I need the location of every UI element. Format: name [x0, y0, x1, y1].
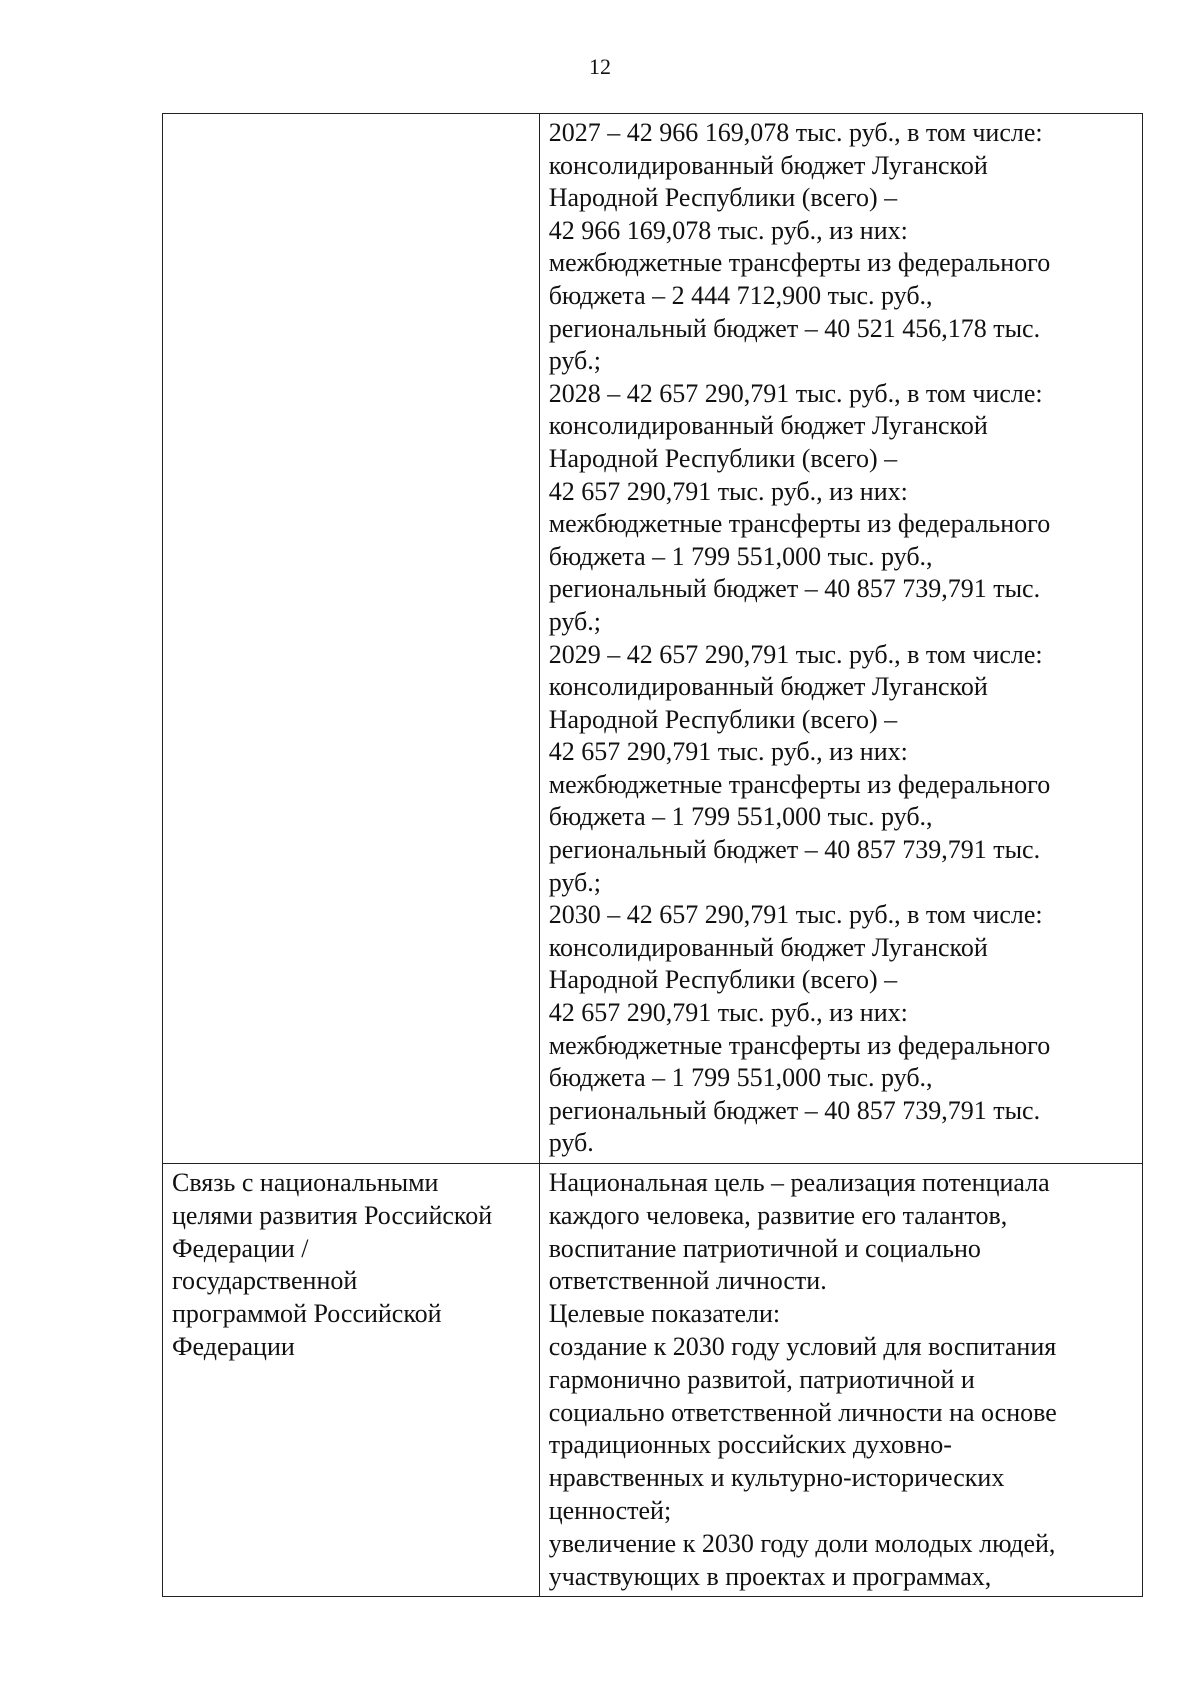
cell-line: консолидированный бюджет Луганской — [548, 411, 988, 441]
page-number: 12 — [589, 54, 611, 79]
cell-line: увеличение к 2030 году доли молодых людей, — [548, 1528, 1056, 1558]
cell-line: консолидированный бюджет Луганской — [548, 672, 988, 702]
cell-line: 2030 – 42 657 290,791 тыс. руб., в том числе: — [548, 900, 1043, 930]
table-cell-national-goals-details — [539, 1164, 1142, 1597]
program-passport-table — [162, 113, 1143, 1597]
cell-line: региональный бюджет – 40 857 739,791 тыс. — [548, 574, 1041, 604]
cell-line: нравственных и культурно-исторических — [548, 1463, 1005, 1493]
cell-line: консолидированный бюджет Луганской — [548, 150, 988, 180]
cell-line: гармонично развитой, патриотичной и — [548, 1364, 975, 1394]
cell-line: каждого человека, развитие его талантов, — [548, 1200, 1008, 1230]
cell-line: Народной Республики (всего) – — [548, 704, 898, 734]
cell-line: 2027 – 42 966 169,078 тыс. руб., в том числе: — [548, 118, 1043, 147]
cell-line: бюджета – 1 799 551,000 тыс. руб., — [548, 541, 933, 571]
cell-line: воспитание патриотичной и социально — [548, 1233, 981, 1263]
cell-line: бюджета – 1 799 551,000 тыс. руб., — [548, 1063, 933, 1093]
cell-line: государственной — [172, 1266, 358, 1296]
cell-line: Народной Республики (всего) – — [548, 965, 898, 995]
cell-line: межбюджетные трансферты из федерального — [548, 769, 1051, 799]
cell-line: бюджета – 1 799 551,000 тыс. руб., — [548, 802, 933, 832]
table-row-funding — [163, 114, 1143, 1164]
cell-line: 42 657 290,791 тыс. руб., из них: — [548, 737, 908, 767]
table-cell-label-national-goals — [163, 1164, 540, 1597]
cell-line: ответственной личности. — [548, 1266, 827, 1296]
cell-line: Целевые показатели: — [548, 1299, 781, 1329]
cell-line: Федерации — [172, 1331, 295, 1361]
table-cell-funding-details — [539, 114, 1142, 1164]
cell-line: традиционных российских духовно- — [548, 1430, 952, 1460]
cell-line: целями развития Российской — [172, 1200, 493, 1230]
cell-line: социально ответственной личности на основе — [548, 1397, 1057, 1427]
table-row-national-goals — [163, 1164, 1143, 1597]
cell-line: межбюджетные трансферты из федерального — [548, 248, 1051, 278]
cell-line: Связь с национальными — [172, 1168, 439, 1197]
cell-line: создание к 2030 году условий для воспитания — [548, 1331, 1057, 1361]
cell-line: 42 657 290,791 тыс. руб., из них: — [548, 476, 908, 506]
cell-line: руб.; — [548, 867, 601, 897]
cell-line: 2029 – 42 657 290,791 тыс. руб., в том числе: — [548, 639, 1043, 669]
cell-line: региональный бюджет – 40 857 739,791 тыс. — [548, 1095, 1041, 1125]
cell-line: межбюджетные трансферты из федерального — [548, 1030, 1051, 1060]
cell-line: Народной Республики (всего) – — [548, 443, 898, 473]
cell-line: участвующих в проектах и программах, — [548, 1561, 992, 1591]
table-cell-label-empty — [163, 114, 540, 1164]
cell-line: руб.; — [548, 606, 601, 636]
cell-line: руб. — [548, 1128, 594, 1158]
cell-line: региональный бюджет – 40 857 739,791 тыс. — [548, 835, 1041, 865]
cell-line: руб.; — [548, 346, 601, 376]
cell-line: консолидированный бюджет Луганской — [548, 932, 988, 962]
cell-text — [172, 1167, 533, 1364]
cell-line: Национальная цель – реализация потенциала — [548, 1168, 1050, 1197]
cell-line: региональный бюджет – 40 521 456,178 тыс. — [548, 313, 1041, 343]
cell-line: 42 966 169,078 тыс. руб., из них: — [548, 215, 908, 245]
cell-line: Народной Республики (всего) – — [548, 183, 898, 213]
cell-line: Федерации / — [172, 1233, 309, 1263]
cell-line: бюджета – 2 444 712,900 тыс. руб., — [548, 280, 933, 310]
cell-text — [549, 117, 1136, 1160]
cell-text — [549, 1167, 1136, 1593]
cell-line: программой Российской — [172, 1299, 442, 1329]
cell-line: 42 657 290,791 тыс. руб., из них: — [548, 998, 908, 1028]
cell-line: межбюджетные трансферты из федерального — [548, 509, 1051, 539]
cell-line: 2028 – 42 657 290,791 тыс. руб., в том числе: — [548, 378, 1043, 408]
cell-line: ценностей; — [548, 1495, 672, 1525]
